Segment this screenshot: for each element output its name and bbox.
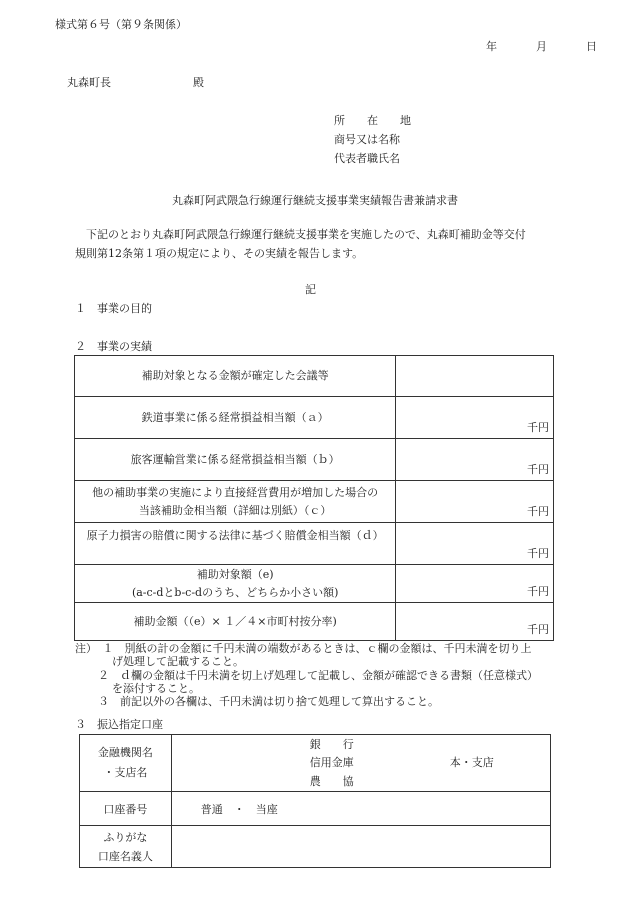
account-holder-label xyxy=(80,826,172,868)
account-type-field[interactable]: 普通 ・ 当座 xyxy=(171,792,550,826)
account-number-label: 口座番号 xyxy=(80,792,172,826)
bank-type-bank: 銀 行 xyxy=(309,738,354,751)
table-row xyxy=(75,523,554,565)
table-row xyxy=(75,356,554,397)
railway-profit-label: 鉄道事業に係る経常損益相当額（ａ） xyxy=(75,397,396,439)
bank-type-shinkin: 信用金庫 xyxy=(309,756,354,769)
table-row xyxy=(75,603,554,641)
ki-heading: 記 xyxy=(305,283,316,296)
table-row xyxy=(80,735,551,792)
note-1-line2: げ処理して記載すること。 xyxy=(112,655,244,668)
table-row xyxy=(80,826,551,868)
other-subsidy-unit: 千円 xyxy=(396,481,554,523)
subsidy-target-label-line2: (a-c-dとb-c-dのうち、どちらか小さい額) xyxy=(131,585,339,599)
applicant-name-label: 商号又は名称 xyxy=(334,133,400,146)
note-3: ３ 前記以外の各欄は、千円未満は切り捨て処理して算出すること。 xyxy=(98,695,439,708)
addressee: 丸森町長 xyxy=(67,76,111,89)
section2-heading: ２ 事業の実績 xyxy=(75,340,152,353)
note-2-line1: ２ ｄ欄の金額は千円未満を切上げ処理して記載し、金額が確認できる書類（任意様式） xyxy=(98,669,538,682)
subsidy-target-unit: 千円 xyxy=(396,565,554,603)
nuclear-compensation-label: 原子力損害の賠償に関する法律に基づく賠償金相当額（ｄ） xyxy=(75,523,396,565)
passenger-profit-label: 旅客運輸営業に係る経常損益相当額（ｂ） xyxy=(75,439,396,481)
bank-name-field[interactable] xyxy=(171,735,550,792)
bank-name-label xyxy=(80,735,172,792)
subsidy-target-label xyxy=(75,565,396,603)
applicant-representative-label: 代表者職氏名 xyxy=(334,152,400,165)
passenger-profit-unit: 千円 xyxy=(396,439,554,481)
other-subsidy-label xyxy=(75,481,396,523)
table-row xyxy=(80,792,551,826)
subsidy-target-label-line1: 補助対象額（e) xyxy=(196,567,274,581)
honorific: 殿 xyxy=(193,76,204,89)
subsidy-amount-unit: 千円 xyxy=(396,603,554,641)
account-holder-name-label: 口座名義人 xyxy=(97,849,153,863)
account-holder-field[interactable] xyxy=(171,826,550,868)
note-1-line1: 注） １ 別紙の計の金額に千円未満の端数があるときは、ｃ欄の金額は、千円未満を切り上 xyxy=(75,642,532,655)
subsidy-amount-label: 補助金額（（e）× １／４×市町村按分率) xyxy=(75,603,396,641)
intro-text-line1: 下記のとおり丸森町阿武隈急行線運行継続支援事業を実施したので、丸森町補助金等交付 xyxy=(75,228,526,241)
meeting-label: 補助対象となる金額が確定した会議等 xyxy=(75,356,396,397)
bank-name-label-line2: ・支店名 xyxy=(103,766,148,779)
section3-heading: ３ 振込指定口座 xyxy=(75,718,163,731)
table-row xyxy=(75,439,554,481)
table-row xyxy=(75,565,554,603)
form-number: 様式第６号（第９条関係） xyxy=(55,18,187,31)
section1-heading: １ 事業の目的 xyxy=(75,302,152,315)
bank-name-label-line1: 金融機関名 xyxy=(97,746,153,759)
other-subsidy-label-line1: 他の補助事業の実施により直接経営費用が増加した場合の xyxy=(92,485,379,499)
nuclear-compensation-unit: 千円 xyxy=(396,523,554,565)
meeting-value xyxy=(396,356,554,397)
table-row xyxy=(75,481,554,523)
bank-type-nokyo: 農 協 xyxy=(309,775,354,788)
note-2-line2: を添付すること。 xyxy=(112,682,200,695)
branch-label: 本・支店 xyxy=(449,756,494,769)
results-table xyxy=(74,355,554,641)
document-title: 丸森町阿武隈急行線運行継続支援事業実績報告書兼請求書 xyxy=(172,194,458,207)
bank-account-table xyxy=(79,734,551,868)
table-row xyxy=(75,397,554,439)
other-subsidy-label-line2: 当該補助金相当額（詳細は別紙）（ｃ） xyxy=(138,503,332,517)
date-line: 年 月 日 xyxy=(486,40,611,53)
railway-profit-unit: 千円 xyxy=(396,397,554,439)
applicant-address-label: 所 在 地 xyxy=(334,114,411,127)
intro-text-line2: 規則第12条第１項の規定により、その実績を報告します。 xyxy=(75,247,364,260)
furigana-label: ふりがな xyxy=(103,830,148,844)
